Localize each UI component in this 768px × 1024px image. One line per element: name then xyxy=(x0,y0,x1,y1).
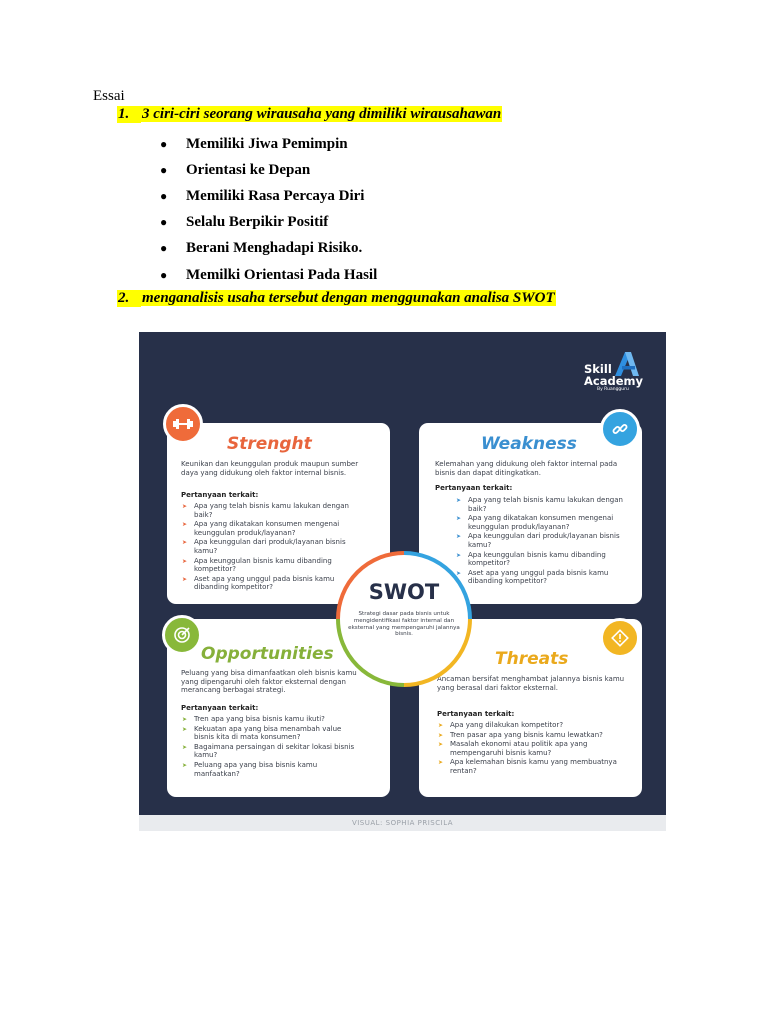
target-icon xyxy=(162,615,202,655)
weakness-description: Kelemahan yang didukung oleh faktor internal pada bisnis dan dapat ditingkatkan. xyxy=(435,460,618,477)
list-item: ➤ Apa keunggulan bisnis kamu dibanding kompetitor? xyxy=(456,550,606,568)
list-item: ➤ Tren apa yang bisa bisnis kamu ikuti? xyxy=(182,715,325,723)
bullet-icon: ● xyxy=(160,162,168,177)
weakness-title: Weakness xyxy=(481,434,577,454)
threats-questions-title: Pertanyaan terkait: xyxy=(437,710,515,718)
list-item: ➤ Apa yang dikatakan konsumen mengenai keunggulan produk/layanan? xyxy=(182,520,340,537)
list-item: ➤ Tren pasar apa yang bisnis kamu lewatkan? xyxy=(438,730,603,739)
arrow-icon: ➤ xyxy=(456,533,462,541)
list-item: ● Memilki Orientasi Pada Hasil xyxy=(160,266,378,283)
skill-academy-logo xyxy=(578,350,648,394)
list-item: ● Selalu Berpikir Positif xyxy=(160,214,329,231)
list-item: ● Memiliki Jiwa Pemimpin xyxy=(160,135,348,152)
arrow-icon: ➤ xyxy=(438,741,444,749)
essay-heading: Essai xyxy=(93,88,125,104)
list-item: ➤ Apa yang telah bisnis kamu lakukan dengan baik? xyxy=(182,502,349,519)
question-2-text: menganalisis usaha tersebut dengan menggunakan analisa SWOT xyxy=(142,290,555,306)
question-1 xyxy=(117,106,502,123)
opportunities-description: Peluang yang bisa dimanfaatkan oleh bisnis kamu yang dipengaruhi oleh faktor eksternal dengan merancang berbagai strategi. xyxy=(181,669,357,694)
arrow-icon: ➤ xyxy=(182,575,188,583)
list-item: ➤ Apa yang telah bisnis kamu lakukan dengan baik? xyxy=(456,496,623,513)
arrow-icon: ➤ xyxy=(182,725,188,733)
arrow-icon: ➤ xyxy=(438,759,444,767)
list-item: ● Memiliki Rasa Percaya Diri xyxy=(160,187,365,204)
bullet-icon: ● xyxy=(160,267,168,282)
question-1-number: 1. xyxy=(117,106,141,123)
opportunities-title: Opportunities xyxy=(201,644,334,664)
logo-line-3: By Ruangguru xyxy=(597,387,629,392)
bullet-icon: ● xyxy=(160,136,168,151)
opportunities-questions-title: Pertanyaan terkait: xyxy=(181,704,259,712)
list-item: ➤ Masalah ekonomi atau politik apa yang mempengaruhi bisnis kamu? xyxy=(438,740,588,757)
arrow-icon: ➤ xyxy=(182,503,188,510)
threats-questions xyxy=(437,721,622,777)
swot-description: Strategi dasar pada bisnis untuk mengidentifikasi faktor internal dan eksternal yang mempengaruhi jalannya bisnis. xyxy=(348,611,460,638)
logo-line-2: Academy xyxy=(584,374,643,388)
arrow-icon: ➤ xyxy=(182,716,188,723)
arrow-icon: ➤ xyxy=(456,515,462,523)
arrow-icon: ➤ xyxy=(182,743,188,751)
list-item: ➤ Apa kelemahan bisnis kamu yang membuatnya rentan? xyxy=(438,758,617,775)
question-1-text: 3 ciri-ciri seorang wirausaha yang dimiliki wirausahawan xyxy=(142,106,502,122)
arrow-icon: ➤ xyxy=(182,521,188,529)
arrow-icon: ➤ xyxy=(182,539,188,547)
bullet-icon: ● xyxy=(160,215,168,230)
logo-line-1: Skill xyxy=(584,362,612,376)
threats-title: Threats xyxy=(495,649,569,669)
arrow-icon: ➤ xyxy=(456,497,462,504)
strength-title: Strenght xyxy=(227,434,312,454)
question-2 xyxy=(117,290,556,307)
dumbbell-icon xyxy=(163,404,203,444)
list-item: ➤ Bagaimana persaingan di sekitar lokasi bisnis kamu? xyxy=(182,742,355,760)
arrow-icon: ➤ xyxy=(438,722,444,729)
strength-questions xyxy=(181,502,356,593)
list-item: ➤ Aset apa yang unggul pada bisnis kamu dibanding kompetitor? xyxy=(182,574,335,592)
arrow-icon: ➤ xyxy=(456,569,462,577)
list-item: ● Berani Menghadapi Risiko. xyxy=(160,240,363,257)
traits-list xyxy=(160,131,377,288)
list-item: ➤ Aset apa yang unggul pada bisnis kamu dibanding kompetitor? xyxy=(456,568,609,586)
bullet-icon: ● xyxy=(160,241,168,256)
visual-credit: VISUAL: SOPHIA PRISCILA xyxy=(139,815,666,831)
weakness-questions-title: Pertanyaan terkait: xyxy=(435,484,513,492)
arrow-icon: ➤ xyxy=(456,551,462,559)
list-item: ➤ Apa keunggulan dari produk/layanan bisnis kamu? xyxy=(182,538,346,555)
list-item: ➤ Apa keunggulan dari produk/layanan bisnis kamu? xyxy=(456,532,620,549)
arrow-icon: ➤ xyxy=(182,761,188,769)
arrow-icon: ➤ xyxy=(182,557,188,565)
list-item: ➤ Apa yang dikatakan konsumen mengenai keunggulan produk/layanan? xyxy=(456,514,614,531)
list-item: ● Orientasi ke Depan xyxy=(160,161,311,178)
weakness-questions xyxy=(455,496,625,587)
question-2-number: 2. xyxy=(117,290,141,307)
warning-icon xyxy=(600,618,640,658)
list-item: ➤ Peluang apa yang bisa bisnis kamu manfaatkan? xyxy=(182,760,318,778)
arrow-icon: ➤ xyxy=(438,731,444,739)
swot-infographic xyxy=(139,332,666,831)
list-item: ➤ Kekuatan apa yang bisa menambah value bisnis kita di mata konsumen? xyxy=(182,724,342,742)
bullet-icon: ● xyxy=(160,188,168,203)
strength-questions-title: Pertanyaan terkait: xyxy=(181,491,259,499)
swot-title: SWOT xyxy=(368,580,440,604)
list-item: ➤ Apa yang dilakukan kompetitor? xyxy=(438,721,564,729)
opportunities-questions xyxy=(181,715,356,779)
list-item: ➤ Apa keunggulan bisnis kamu dibanding kompetitor? xyxy=(182,556,332,574)
threats-description: Ancaman bersifat menghambat jalannya bisnis kamu yang berasal dari faktor eksternal. xyxy=(437,675,625,692)
strength-description: Keunikan dan keunggulan produk maupun sumber daya yang didukung oleh faktor internal bisnis. xyxy=(181,460,359,477)
broken-link-icon xyxy=(600,409,640,449)
